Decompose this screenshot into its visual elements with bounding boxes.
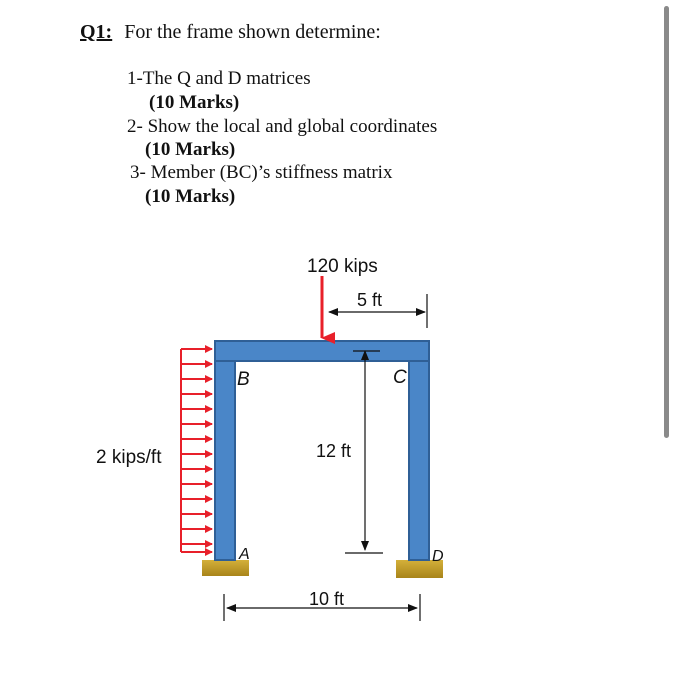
item-1-marks: (10 Marks) — [149, 92, 240, 113]
item-1-text: 1-The Q and D matrices — [127, 68, 311, 89]
joint-d-label: D — [432, 548, 444, 565]
question-number: Q1: — [80, 21, 113, 43]
distributed-load-label: 2 kips/ft — [96, 447, 162, 468]
joint-c-label: C — [393, 367, 407, 388]
member-ab — [215, 341, 235, 560]
member-cd — [409, 341, 429, 560]
question-prompt: For the frame shown determine: — [124, 21, 381, 43]
point-load-label: 120 kips — [307, 256, 378, 277]
load-offset-label: 5 ft — [357, 290, 383, 310]
joint-b-label: B — [237, 369, 250, 390]
member-joint-fill — [236, 342, 408, 360]
distributed-load — [181, 349, 212, 552]
item-3-marks: (10 Marks) — [145, 186, 236, 207]
item-2-marks: (10 Marks) — [145, 139, 236, 160]
item-3-text: 3- Member (BC)’s stiffness matrix — [130, 162, 393, 183]
height-dim-label: 12 ft — [316, 441, 352, 461]
joint-a-label: A — [239, 546, 250, 563]
span-dim-label: 10 ft — [309, 589, 345, 609]
item-2-text: 2- Show the local and global coordinates — [127, 116, 438, 137]
